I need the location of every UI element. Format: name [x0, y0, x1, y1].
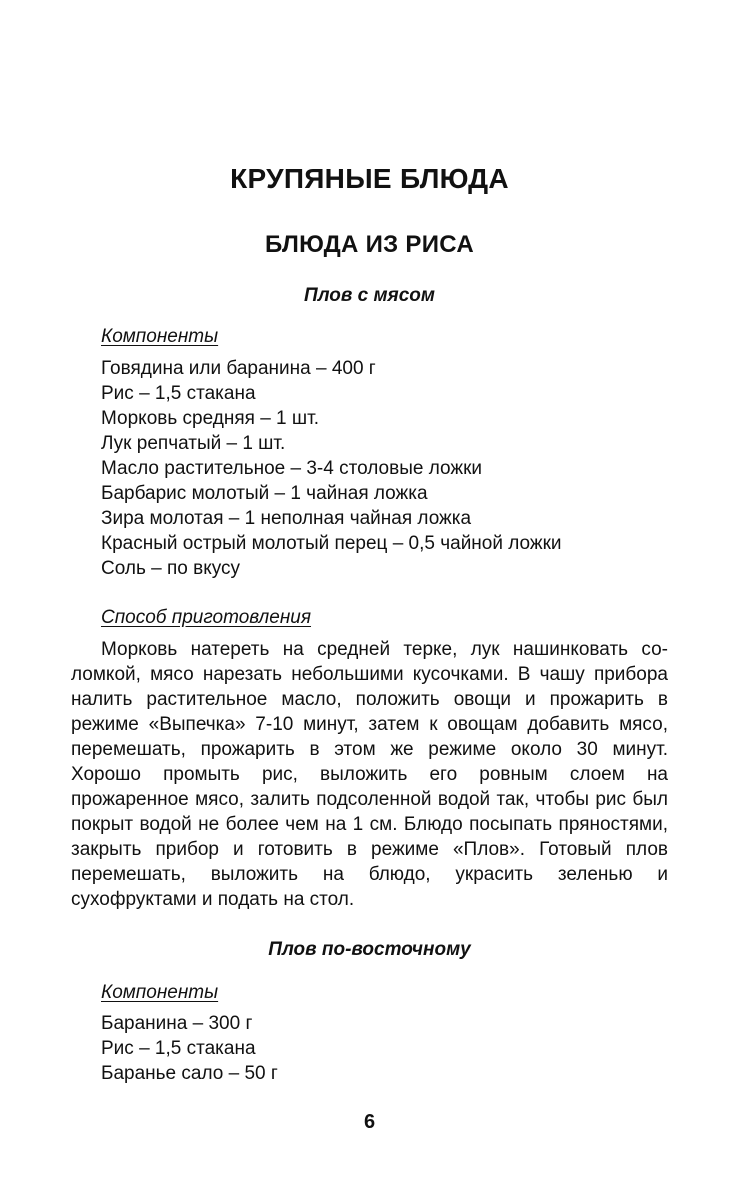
components-heading: Компоненты — [101, 326, 219, 347]
ingredient-item: Рис – 1,5 стакана — [101, 1038, 256, 1059]
method-heading: Способ приготовления — [101, 607, 312, 628]
ingredient-item: Лук репчатый – 1 шт. — [101, 433, 286, 454]
ingredient-item: Барбарис молотый – 1 чайная ложка — [101, 483, 428, 504]
ingredient-item: Баранье сало – 50 г — [101, 1063, 278, 1084]
method-paragraph: Морковь натереть на средней терке, лук нашинковать соломкой, мясо нарезать небольшими кусочками. В чашу прибора налить растительное масло, положить овощи и прожарить в режиме «Выпечка» 7-10 минут, затем к овощам добавить мясо, перемешать, прожарить в этом же режиме около 30 минут. Хорошо промыть рис, выложить его ровным слоем на прожаренное мясо, залить подсоленной водой так, чтобы рис был покрыт водой не более чем на 1 см. Блюдо посыпать пряностями, закрыть прибор и готовить в режиме «Плов». Готовый плов перемешать, выложить на блюдо, украсить зеленью и сухофруктами и подать на стол. — [71, 639, 668, 910]
ingredient-item: Соль – по вкусу — [101, 558, 241, 579]
recipe-title-plov-po-vostochnomu: Плов по-восточному — [268, 939, 471, 960]
ingredient-item: Красный острый молотый перец – 0,5 чайной ложки — [101, 533, 562, 554]
section-title: БЛЮДА ИЗ РИСА — [265, 231, 474, 258]
ingredient-item: Масло растительное – 3-4 столовые ложки — [101, 458, 482, 479]
page-number: 6 — [363, 1111, 376, 1133]
ingredient-item: Морковь средняя – 1 шт. — [101, 408, 319, 429]
ingredient-item: Говядина или баранина – 400 г — [101, 358, 376, 379]
ingredient-item: Зира молотая – 1 неполная чайная ложка — [101, 508, 472, 529]
ingredient-item: Баранина – 300 г — [101, 1013, 253, 1034]
ingredients-list — [101, 1011, 278, 1086]
components-heading: Компоненты — [101, 982, 219, 1003]
chapter-title: КРУПЯНЫЕ БЛЮДА — [230, 163, 509, 194]
ingredient-item: Рис – 1,5 стакана — [101, 383, 256, 404]
ingredients-list — [101, 356, 562, 581]
recipe-title-plov-s-myasom: Плов с мясом — [304, 285, 435, 306]
